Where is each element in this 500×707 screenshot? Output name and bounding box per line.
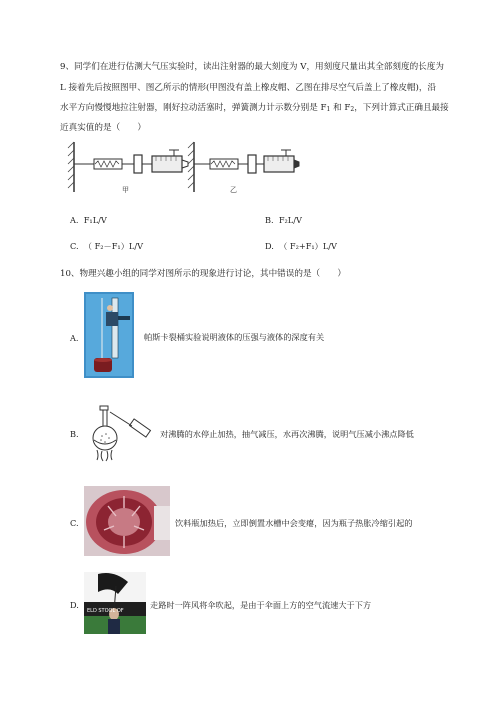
pascal-barrel-image bbox=[84, 292, 134, 378]
q9-option-a: A. F₁L/V bbox=[70, 215, 107, 225]
wall-left bbox=[68, 142, 74, 192]
q10-option-b-text: 对沸腾的水停止加热，抽气减压，水再次沸腾，说明气压减小沸点降低 bbox=[160, 429, 414, 439]
q10-option-d-letter: D. bbox=[70, 600, 79, 610]
q10-option-d-text: 走路时一阵风将伞吹起，是由于伞面上方的空气流速大于下方 bbox=[150, 600, 372, 610]
q9-syringe-figure bbox=[64, 138, 304, 196]
q10-option-a-letter: A. bbox=[70, 333, 79, 343]
spring-scale-jia bbox=[74, 159, 134, 169]
q10-option-c-text: 饮料瓶加热后，立即倒置水槽中会变瘪，因为瓶子热胀冷缩引起的 bbox=[175, 518, 413, 528]
q10-option-c-letter: C. bbox=[70, 518, 79, 528]
q9-option-d: D. （ F₂+F₁）L/V bbox=[265, 241, 337, 251]
photo-sign-text: ELD STOOL OF bbox=[87, 608, 124, 614]
spring-scale-yi bbox=[194, 159, 248, 169]
umbrella-photo bbox=[84, 572, 146, 634]
wall-right bbox=[188, 142, 194, 192]
q9-line-1: 9、同学们在进行估测大气压实验时，读出注射器的最大刻度为 V，用刻度尺量出其全部刻度的长度为 bbox=[60, 62, 444, 72]
syringe-jia bbox=[134, 150, 188, 173]
bottle-photo bbox=[84, 486, 170, 556]
q9-option-c: C. （ F₂－F₁）L/V bbox=[70, 241, 143, 251]
fig-label-yi: 乙 bbox=[230, 186, 237, 194]
fig-label-jia: 甲 bbox=[122, 186, 129, 194]
q9-line-4: 近真实值的是（ ） bbox=[60, 123, 146, 133]
q9-line-2: L 接着先后按照图甲、图乙所示的情形(甲图没有盖上橡皮帽、乙图在排尽空气后盖上了橡皮帽)，沿 bbox=[60, 83, 437, 93]
q9-option-b: B. F₂L/V bbox=[265, 215, 302, 225]
syringe-yi bbox=[248, 150, 299, 173]
q10-option-a-text: 帕斯卡裂桶实验说明液体的压强与液体的深度有关 bbox=[144, 332, 325, 342]
q9-line-3: 水平方向慢慢地拉注射器，刚好拉动活塞时，弹簧测力计示数分别是 F1 和 F2，下列计算式正确且最接 bbox=[60, 103, 449, 113]
q10-stem: 10、物理兴趣小组的同学对图所示的现象进行讨论，其中错误的是（ ） bbox=[60, 269, 346, 279]
boiling-flask-image bbox=[92, 404, 156, 464]
q10-option-b-letter: B. bbox=[70, 429, 79, 439]
